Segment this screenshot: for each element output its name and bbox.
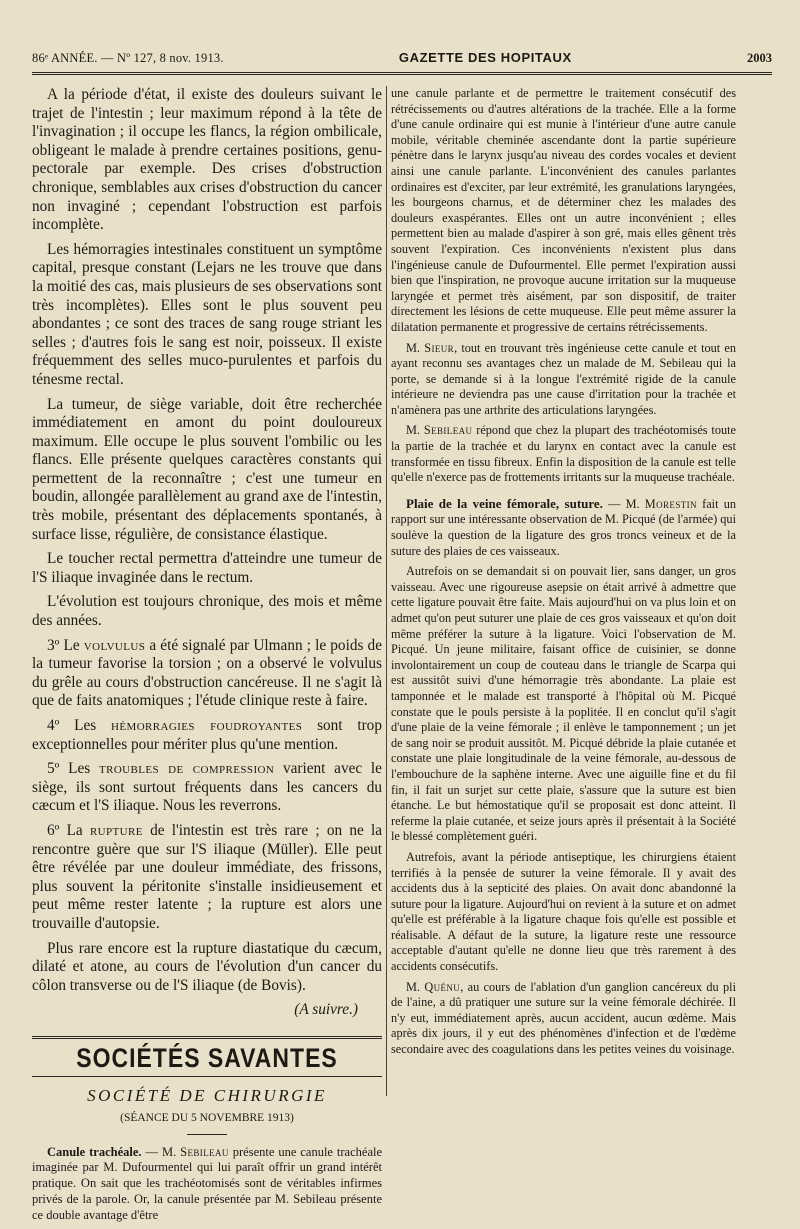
small-caps-term: volvulus xyxy=(83,636,146,654)
article-heading: Canule trachéale. xyxy=(47,1144,142,1159)
paragraph: 6º La rupture de l'intestin est très rare ; on ne la rencontre guère que sur l'S iliaque (Müller). Elle peut être révélée par une douleur immédiate, des frissons, plus souvent la péritonite s'installe insidieusement et peut même rester latente ; la rupture est alors une trouvaille d'autopsie. xyxy=(32,821,382,932)
paragraph: Plus rare encore est la rupture diastatique du cæcum, dilaté et atone, au cours de l'évolution d'un cancer du côlon transverse ou de l'S iliaque (de Bovis). xyxy=(32,939,382,994)
paragraph: L'évolution est toujours chronique, des mois et même des années. xyxy=(32,593,382,630)
small-caps-term: rupture xyxy=(89,821,143,839)
section-rule xyxy=(32,1036,382,1039)
issue-line: 86ᵉ ANNÉE. — Nº 127, 8 nov. 1913. xyxy=(32,51,224,65)
paragraph: Les hémorragies intestinales constituent un symptôme capital, presque constant (Lejars ne les trouve que dans la moitié des cas, mais plusieurs de ses observations sont très incomplètes). Elles sont le plus souvent peu abondantes ; ce sont des traces de sang rouge striant les selles ; d'autres fois le sang est noir, poisseux. Il existe fréquemment des selles muco-purulentes et parfois du ténesme rectal. xyxy=(32,240,382,388)
paragraph: Canule trachéale. — M. Sebileau présente une canule trachéale imaginée par M. Dufourmentel qui lui paraît offrir un grand intérêt pratique. On sait que les trachéotomisés sont de véritables infirmes privés de la parole. Or, la canule présentée par M. Sebileau présente ce double avantage d'être xyxy=(32,1144,383,1222)
paragraph: M. Sieur, tout en trouvant très ingénieuse cette canule et tout en ayant reconnu ses avantages chez un malade de M. Sebileau qui la porte, se demande si à la longue l'extrémité rigide de la canule intérieure ne deviendra pas une cause d'irritation pour la trachée et n'amènera pas une arthrite des articulations laryngées. xyxy=(391,340,737,417)
paragraph: une canule parlante et de permettre le traitement consécutif des rétrécissements ou d'autres altérations de la trachée. Elle a la forme d'une canule ordinaire qui est munie à l'intérieur d'une autre canule mobile, véritable cheminée ascendante dont la partie supérieure pénètre dans le larynx jusqu'au niveau des cordes vocales et devient ainsi une canule parlante. L'inconvénient des canules parlantes ordinaires est d'exciter, par leur extrémité, les granulations laryngées, les bourgeons charnus, et de déterminer chez les malades des douleurs exaspérantes. Elles ont un autre inconvénient ; elles permettent bien au malade d'aspirer à son gré, mais elles gênent très souvent l'expiration. Ces inconvénients n'existent plus dans l'ingénieuse canule de Dufourmentel. Elle permet l'expiration aussi bien que l'inspiration, ne provoque aucune irritation sur la muqueuse laryngée et permet très aisément, par son dispositif, de traiter directement les lésions de cette muqueuse. Elle peut même assurer la dilatation permanente et progressive de certains rétrécissements. xyxy=(391,86,736,334)
paragraph: Le toucher rectal permettra d'atteindre une tumeur de l'S iliaque invaginée dans le rectum. xyxy=(32,550,382,586)
canule-article xyxy=(32,1145,382,1224)
running-header xyxy=(32,50,772,72)
paragraph: M. Sebileau répond que chez la plupart des trachéotomisés toute la partie de la trachée et du larynx en contact avec la canule est transformée en tissu fibreux. Enfin la disposition de la canule est telle qu'elle n'exerce pas de frottements irritants sur la muqueuse trachéale. xyxy=(391,423,736,485)
paragraph: 4º Les hémorragies foudroyantes sont trop exceptionnelles pour mériter plus qu'une mention. xyxy=(32,717,382,753)
page-number: 2003 xyxy=(746,51,772,65)
left-column xyxy=(32,86,382,1229)
to-be-continued: (A suivre.) xyxy=(294,1001,358,1019)
paragraph: Autrefois on se demandait si on pouvait lier, sans danger, un gros vaisseau. Avec une rigoureuse asepsie on était arrivé à admettre que cette ligature pouvait être faite. Mais aujourd'hui on va plus loin et on admet qu'on peut suturer une plaie de ces gros vaisseaux et qu'on doit même préférer la suture à la ligature. Voici l'observation de M. Picqué. Un jeune militaire, faisant office de cuisinier, se donne involontairement un coup de couteau dans le triangle de Scarpa qui est aussitôt suivi d'une hémorragie très abondante. La plaie est tamponnée et le malade est transporté à l'hôpital où M. Picqué constate que le pouls persiste à la poplitée. Il en conclut qu'il s'agit d'une plaie de la veine fémorale ; il enlève le tamponnement ; un jet de sang noir se produit aussitôt. M. Picqué débride la plaie cutanée et constate une plaie longitudinale de la veine fémorale, au-dessous de l'embouchure de la saphène interne. Avec une aiguille fine et du fil fin, il fait un surjet sur cette plaie, s'assure que la suture est bien étanche. Le but hémostatique qu'il se proposait est donc atteint. Il referme la plaie cutanée, et seize jours après il présentait à la Société le blessé complètement guéri. xyxy=(391,564,736,844)
paragraph: Autrefois, avant la période antiseptique, les chirurgiens étaient terrifiés à la pensée de suturer la veine fémorale. Il y avait des accidents dus à la septicité des plaies. On avait donc abandonné la suture pour la ligature. Aujourd'hui on revient à la suture et on admet qu'elle est préférable à la ligature chaque fois qu'elle est possible et réalisable. A défaut de la suture, la ligature reste une ressource acceptable d'autant qu'elle ne donne lieu que très rarement à des accidents consécutifs. xyxy=(391,849,736,974)
society-heading: SOCIÉTÉ DE CHIRURGIE xyxy=(87,1085,327,1105)
section-heading: SOCIÉTÉS SAVANTES xyxy=(76,1042,338,1073)
paragraph: La tumeur, de siège variable, doit être recherchée immédiatement en amont du point douloureux maximum. Elle occupe le plus souvent l'ombilic ou les flancs. Elle présente quelques caractères constants qui permettent de la reconnaître ; c'est une tumeur en boudin, allongée parallèlement au grand axe de l'intestin, très mobile, présentant des déplacements spontanés, à surface lisse, régulière, de consistance élastique. xyxy=(32,395,382,543)
paragraph: 3º Le volvulus a été signalé par Ulmann ; le poids de la tumeur favorise la torsion ; on a observé le volvulus du grêle au cours d'obstruction cancéreuse. Il ne s'agit là que de faits anatomiques ; l'étude clinique reste à faire. xyxy=(32,636,382,710)
paragraph: A la période d'état, il existe des douleurs suivant le trajet de l'intestin ; leur maximum répond à la tête de l'invagination ; il occupe les flancs, la région ombilicale, obligeant le malade à prendre certaines positions, genu-pectorale par exemple. Des crises d'obstruction chronique, semblables aux crises d'obstruction du cancer non invaginé ; cependant l'obstruction est parfois incomplète. xyxy=(32,86,382,234)
paragraph: Plaie de la veine fémorale, suture. — M. Morestin fait un rapport sur une intéressante observation de M. Picqué (de l'armée) qui soulève la question de la ligature des gros troncs veineux et de la suture des plaies de ces vaisseaux. xyxy=(391,495,736,558)
paragraph: M. Quénu, au cours de l'ablation d'un ganglion cancéreux du pli de l'aine, a dû pratiquer une suture sur la veine fémorale déchirée. Il n'y eut, immédiatement après, aucun accident, aucun œdème. Mais après dix jours, il y eut des phénomènes d'infection et de l'œdème secondaire avec des coagulations dans les petites veines du voisinage. xyxy=(391,979,736,1057)
right-column xyxy=(391,86,736,1063)
session-date: (SÉANCE DU 5 NOVEMBRE 1913) xyxy=(120,1112,294,1125)
short-rule xyxy=(187,1134,227,1135)
heading-rule xyxy=(32,1076,382,1077)
journal-title: GAZETTE DES HOPITAUX xyxy=(398,50,572,65)
paragraph: 5º Les troubles de compression varient avec le siège, ils sont surtout fréquents dans les cancers du cæcum et l'S iliaque. Nous les reverrons. xyxy=(32,760,382,815)
article-heading: Plaie de la veine fémorale, suture. xyxy=(406,495,603,511)
small-caps-term: troubles de compression xyxy=(98,760,275,778)
header-rule xyxy=(32,72,772,75)
small-caps-term: hémorragies foudroyantes xyxy=(111,717,303,734)
column-divider xyxy=(386,86,387,1096)
